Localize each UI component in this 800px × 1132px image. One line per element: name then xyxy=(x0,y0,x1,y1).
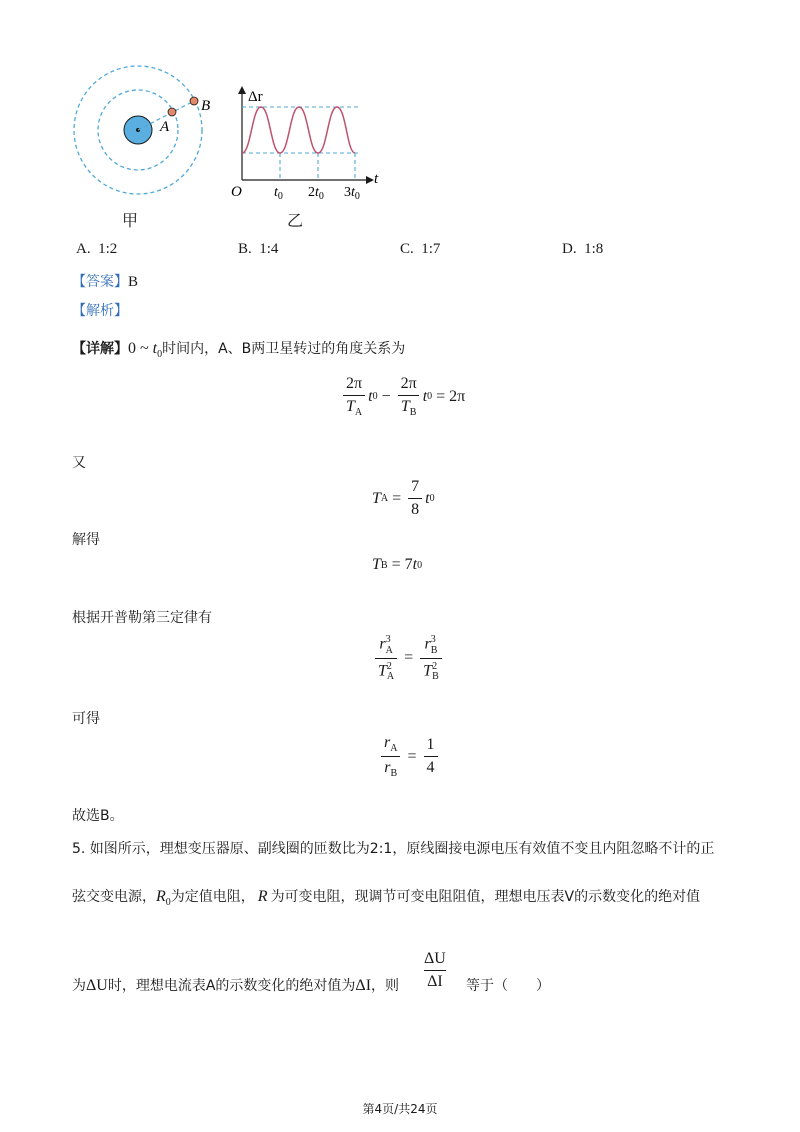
text-kepler: 根据开普勒第三定律有 xyxy=(72,610,212,626)
choice-d[interactable]: D. 1:8 xyxy=(562,241,604,257)
answer-value: B xyxy=(128,274,139,290)
caption-yi: 乙 xyxy=(287,211,304,230)
page-footer: 第4页/共24页 xyxy=(362,1102,438,1116)
q5-fraction: $\frac{\Delta U}{\Delta I}$ xyxy=(424,950,446,990)
choice-b[interactable]: B. 1:4 xyxy=(238,241,279,257)
y-arrow xyxy=(238,86,246,94)
origin-label: O xyxy=(231,184,242,200)
q5-line1: 5. 如图所示，理想变压器原、副线圈的匝数比为2:1，原线圈接电源电压有效值不变且内阻忽略不计的正 xyxy=(72,841,715,857)
q5-tail: 等于（ ） xyxy=(466,978,550,994)
text-guxuan: 故选B。 xyxy=(72,808,124,824)
tick-t0: $t_0$ xyxy=(274,185,283,202)
label-b: B xyxy=(201,98,211,114)
detail-line: 【详解】0 ~ $t_0$时间内，A、B两卫星转过的角度关系为 xyxy=(72,340,406,360)
x-arrow xyxy=(366,176,374,184)
analysis-tag: 【解析】 xyxy=(72,303,128,319)
caption-jia: 甲 xyxy=(122,211,139,230)
text-jiede: 解得 xyxy=(72,532,100,548)
answer-line xyxy=(72,271,138,291)
equation-angle: $\frac{2\pi}{T_A}$ t 0 − $\frac{2\pi}{T_B}$ t 0 = 2π xyxy=(340,375,465,418)
axis-y-label: Δr xyxy=(248,89,263,105)
text-you: 又 xyxy=(72,455,86,471)
tick-2t0: $2t_0$ xyxy=(308,185,324,202)
satellite-a xyxy=(168,108,176,116)
text-kede: 可得 xyxy=(72,711,100,727)
label-a: A xyxy=(160,119,170,135)
satellite-b xyxy=(190,97,198,105)
equation-kepler: $\frac{r^3_A}{T^2_A}$ = $\frac{r^3_B}{T^2_B}$ xyxy=(372,634,445,682)
tick-3t0: $3t_0$ xyxy=(344,185,360,202)
answer-tag: 【答案】 xyxy=(72,274,128,290)
delta-r-curve xyxy=(242,107,355,153)
q5-line2: 弦交变电源，$R_0$为定值电阻， R 为可变电阻，现调节可变电阻阻值，理想电压表V的示数变化的绝对值 xyxy=(72,888,701,908)
q5-line3: 为ΔU时，理想电流表A的示数变化的绝对值为ΔI，则 xyxy=(72,977,400,994)
equation-tb: T B = 7 t 0 xyxy=(372,556,423,573)
axis-x-label: t xyxy=(374,171,379,187)
choice-a[interactable]: A. 1:2 xyxy=(76,241,118,257)
choice-c[interactable]: C. 1:7 xyxy=(400,241,441,257)
orbit-figure xyxy=(60,60,220,230)
equation-ratio: $\frac{r_A}{r_B}$ = $\frac{1}{4}$ xyxy=(378,734,441,779)
equation-ta: T A = $\frac{7}{8}$ t 0 xyxy=(372,478,435,518)
delta-r-graph xyxy=(228,80,388,205)
